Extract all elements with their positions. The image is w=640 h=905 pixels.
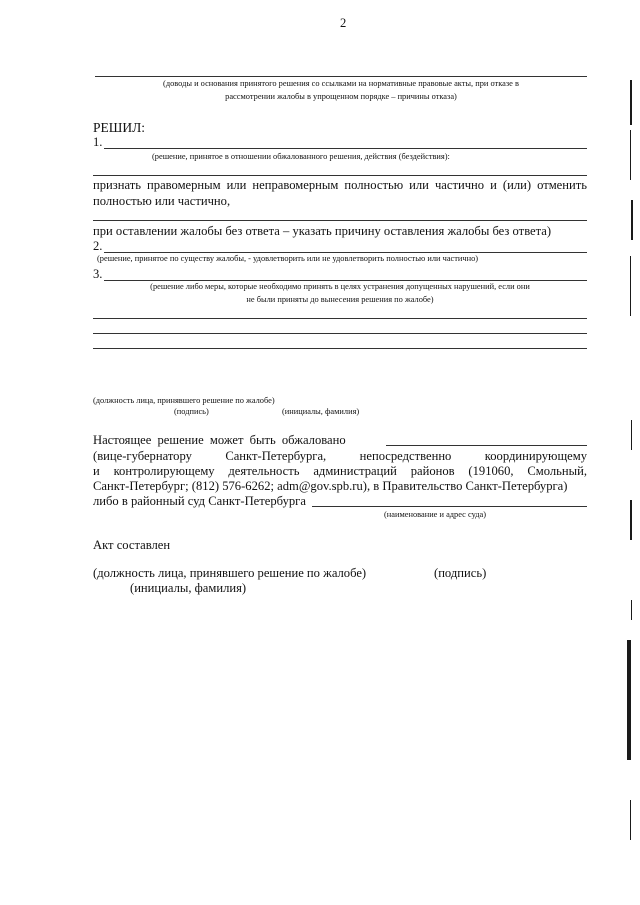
act-heading: Акт составлен: [93, 538, 171, 552]
grounds-line: [95, 76, 587, 77]
item1-option-line2: полностью или частично,: [93, 194, 231, 208]
item1-no-answer-text: при оставлении жалобы без ответа – указать причину оставления жалобы без ответа): [93, 224, 552, 238]
appeal-line1-blank: [386, 445, 587, 446]
appeal-line1: Настоящее решение может быть обжаловано: [93, 433, 346, 447]
item1-number: 1.: [93, 135, 103, 149]
act-signature-caption: (подпись): [434, 566, 487, 580]
scan-artifact-edge-4: [630, 256, 631, 316]
act-position-caption: (должность лица, принявшего решение по жалобе): [93, 566, 367, 580]
item1-blank-line2: [93, 220, 587, 221]
item2-caption: (решение, принятое по существу жалобы, - удовлетворить или не удовлетворить полностью или частично): [97, 254, 479, 263]
appeal-line3: и контролирующему деятельность администраций районов (191060, Смольный,: [93, 464, 587, 478]
scan-artifact-edge-9: [630, 800, 631, 840]
scan-artifact-edge-5: [631, 420, 632, 450]
appeal-line2: (вице-губернатору Санкт-Петербурга, непосредственно координирующему: [93, 449, 587, 463]
signature-caption: (подпись): [174, 407, 209, 416]
item3-caption-line2: не были приняты до вынесения решения по жалобе): [246, 295, 434, 304]
grounds-caption-line2: рассмотрении жалобы в упрощенном порядке – причины отказа): [225, 92, 457, 101]
item1-blank-line: [93, 175, 587, 176]
decided-heading: РЕШИЛ:: [93, 120, 146, 135]
item2-line: [104, 252, 587, 253]
court-line: [312, 506, 587, 507]
blank-line-3: [93, 348, 587, 349]
scan-artifact-edge-2: [630, 130, 631, 180]
scan-artifact-edge-8: [627, 640, 631, 760]
item3-number: 3.: [93, 267, 103, 281]
scan-artifact-edge-3: [631, 200, 633, 240]
appeal-line4: Санкт-Петербург; (812) 576-6262; adm@gov.spb.ru), в Правительство Санкт-Петербурга): [93, 479, 568, 493]
court-caption: (наименование и адрес суда): [384, 510, 487, 519]
item1-caption: (решение, принятое в отношении обжалованного решения, действия (бездействия):: [152, 152, 450, 161]
act-name-caption: (инициалы, фамилия): [130, 581, 247, 595]
scan-artifact-edge-7: [631, 600, 632, 620]
page-number: 2: [340, 16, 347, 30]
item2-number: 2.: [93, 239, 103, 253]
scan-artifact-edge-6: [630, 500, 632, 540]
scan-artifact-edge-1: [630, 80, 632, 125]
item3-line: [104, 280, 587, 281]
item1-line: [104, 148, 587, 149]
appeal-line5: либо в районный суд Санкт-Петербурга: [93, 494, 306, 508]
signature-name-caption: (инициалы, фамилия): [282, 407, 360, 416]
item1-option-line1: признать правомерным или неправомерным полностью или частично и (или) отменить: [93, 178, 587, 192]
item3-caption-line1: (решение либо меры, которые необходимо принять в целях устранения допущенных нарушений, если они: [150, 282, 530, 291]
signature-position-caption: (должность лица, принявшего решение по жалобе): [93, 396, 275, 405]
grounds-caption-line1: (доводы и основания принятого решения со ссылками на нормативные правовые акты, при отказе в: [163, 79, 519, 88]
blank-line-1: [93, 318, 587, 319]
blank-line-2: [93, 333, 587, 334]
